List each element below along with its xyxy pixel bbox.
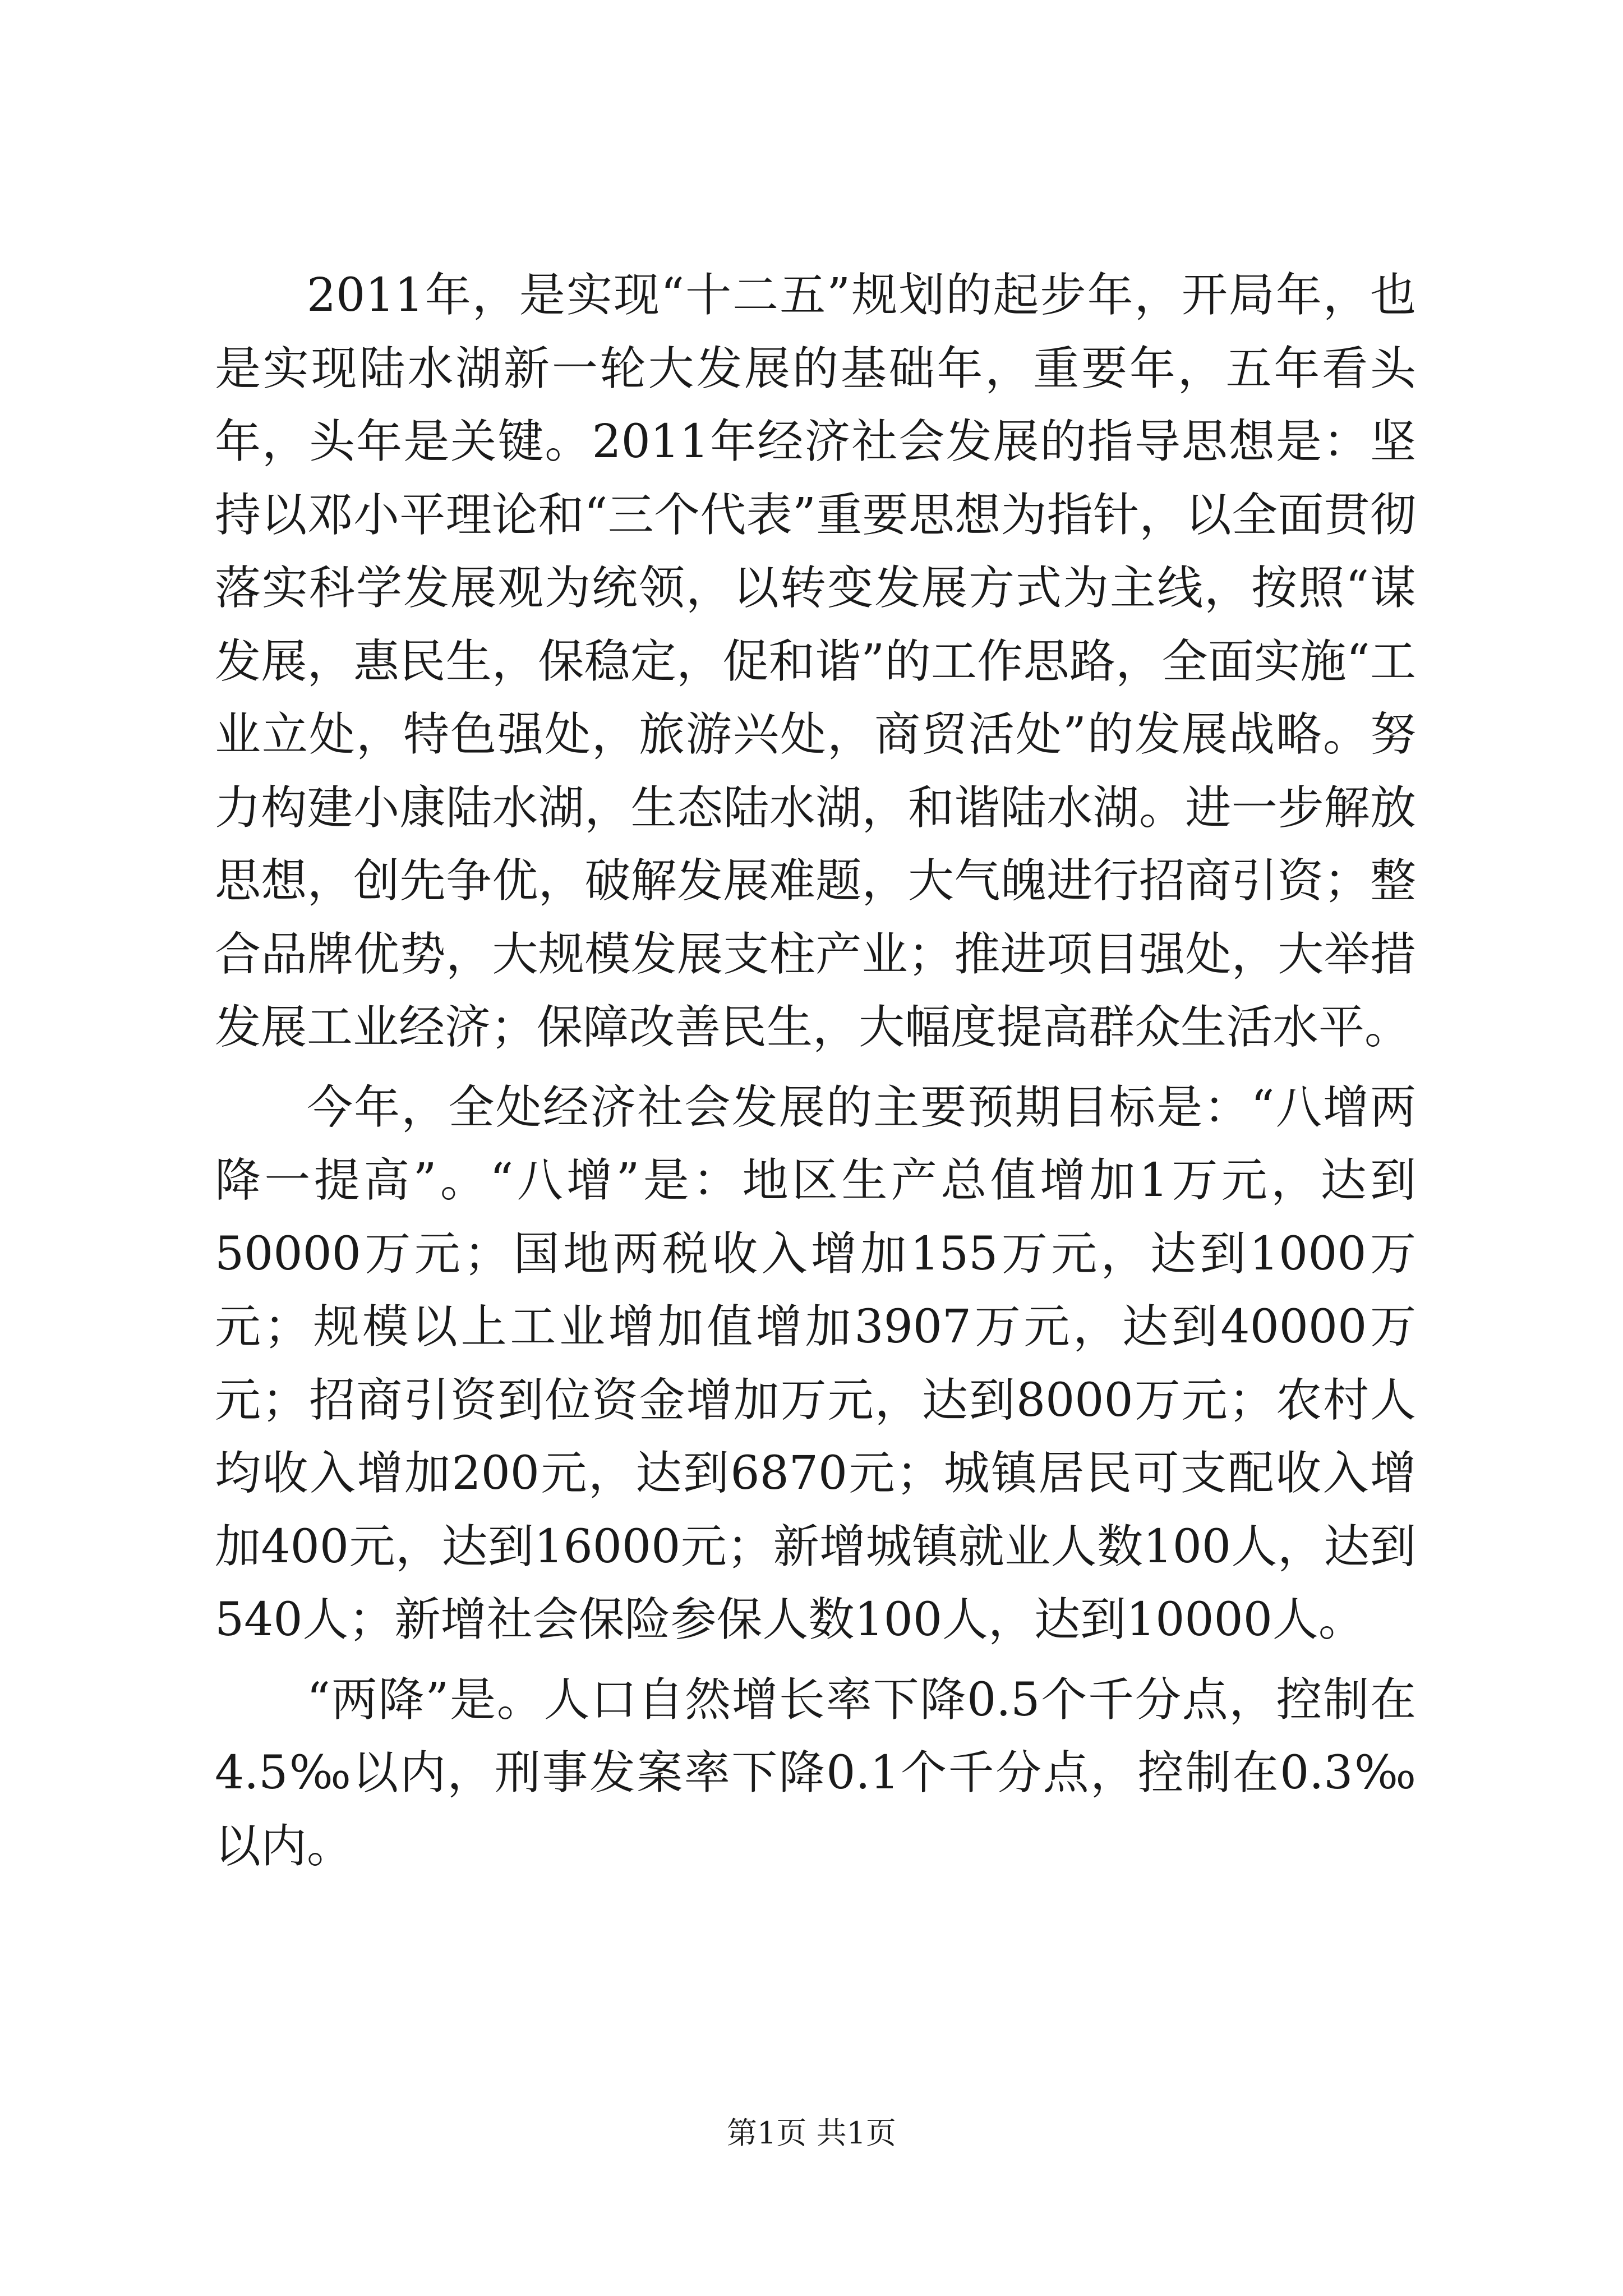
paragraph-annual-targets: 今年，全处经济社会发展的主要预期目标是：“八增两降一提高”。“八增”是：地区生产总值增加1万元，达到50000万元；国地两税收入增加155万元，达到1000万元；规模以上工业增加值增加3907万元，达到40000万元；招商引资到位资金增加万元，达到8000万元；农村人均收入增加200元，达到6870元；城镇居民可支配收入增加400元，达到16000元；新增城镇就业人数100人，达到540人；新增社会保险参保人数100人，达到10000人。 <box>215 1080 1416 1646</box>
paragraph-two-reductions: “两降”是。人口自然增长率下降0.5个千分点，控制在4.5‰以内，刑事发案率下降0.1个千分点，控制在0.3‰以内。 <box>215 1673 1416 1873</box>
document-body <box>215 259 1416 1890</box>
page-footer: 第1页 共1页 <box>727 2115 896 2151</box>
paragraph-guiding-thought: 2011年，是实现“十二五”规划的起步年，开局年，也是实现陆水湖新一轮大发展的基础年，重要年，五年看头年，头年是关键。2011年经济社会发展的指导思想是：坚持以邓小平理论和“三个代表”重要思想为指针，以全面贯彻落实科学发展观为统领，以转变发展方式为主线，按照“谋发展，惠民生，保稳定，促和谐”的工作思路，全面实施“工业立处，特色强处，旅游兴处，商贸活处”的发展战略。努力构建小康陆水湖，生态陆水湖，和谐陆水湖。进一步解放思想，创先争优，破解发展难题，大气魄进行招商引资；整合品牌优势，大规模发展支柱产业；推进项目强处，大举措发展工业经济；保障改善民生，大幅度提高群众生活水平。 <box>215 269 1416 1054</box>
